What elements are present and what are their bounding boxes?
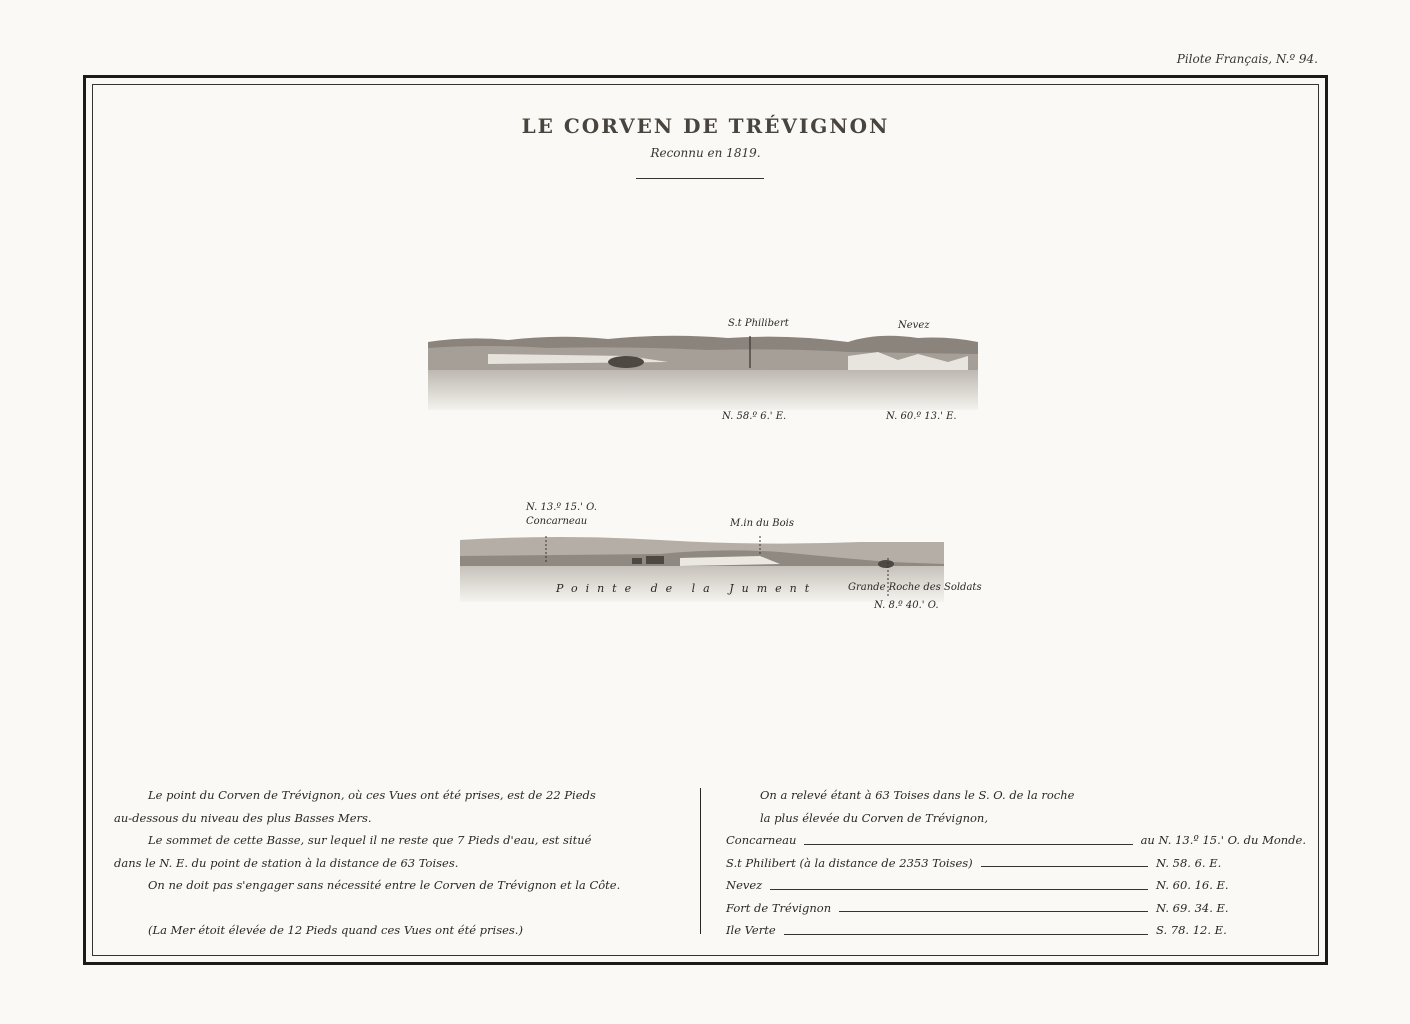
bearing-place: Concarneau [726,833,797,847]
bearing-grande-roche: N. 8.º 40.' O. [874,600,939,611]
label-st-philibert: S.t Philibert [728,318,789,329]
coastal-profile-top-drawing [428,330,978,410]
title-rule [636,178,764,179]
leader-line [981,866,1148,867]
label-pointe-de-la-jument: Pointe de la Jument [556,582,818,595]
bearing-row [726,874,1306,897]
plate-subtitle: Reconnu en 1819. [650,146,761,160]
bearing-concarneau-view: N. 13.º 15.' O. [526,502,597,513]
bearing-nevez: N. 60.º 13.' E. [886,411,957,422]
bearing-row [726,919,1306,942]
bearing-row [726,852,1306,875]
bearing-place: Nevez [726,878,763,892]
bearing-place: S.t Philibert (à la distance de 2353 Toises) [726,855,973,870]
label-grande-roche-des-soldats: Grande Roche des Soldats [848,582,982,593]
note-line: On ne doit pas s'engager sans nécessité entre le Corven de Trévignon et la Côte. [148,878,621,892]
label-nevez: Nevez [898,320,930,331]
note-line: Le point du Corven de Trévignon, où ces Vues ont été prises, est de 22 Pieds [148,788,596,802]
plate-title: LE CORVEN DE TRÉVIGNON [521,114,890,138]
column-divider [700,788,701,934]
coastal-view-top [428,318,978,422]
bearing-st-philibert: N. 58.º 6.' E. [722,411,787,422]
notes-right [726,784,1306,942]
label-concarneau: Concarneau [526,516,588,527]
bearing-row [726,829,1306,852]
leader-line [770,889,1148,890]
note-line: au-dessous du niveau des plus Basses Mers. [114,810,372,825]
bearing-value: N. 69. 34. E. [1156,900,1229,915]
bearing-value: S. 78. 12. E. [1156,923,1227,937]
intro-line: On a relevé étant à 63 Toises dans le S. O. de la roche [760,788,1075,802]
bearing-place: Ile Verte [726,923,776,937]
notes-left [114,784,684,942]
leader-line [804,844,1132,845]
bearing-value: au N. 13.º 15.' O. du Monde. [1140,833,1306,847]
note-line-blank [114,897,684,920]
bearing-value: N. 58. 6. E. [1156,855,1222,870]
bearing-place: Fort de Trévignon [726,900,832,915]
intro-line: la plus élevée du Corven de Trévignon, [760,810,988,825]
coastal-view-bottom [460,502,982,611]
label-moulin-du-bois: M.in du Bois [730,518,794,529]
note-line: Le sommet de cette Basse, sur lequel il ne reste que 7 Pieds d'eau, est situé [148,833,592,847]
leader-line [839,911,1148,912]
bearing-value: N. 60. 16. E. [1156,878,1229,892]
leader-line [784,934,1148,935]
note-line: (La Mer étoit élevée de 12 Pieds quand ces Vues ont été prises.) [148,923,523,937]
plate-border [83,75,1328,965]
plate-number: Pilote Français, N.º 94. [1176,52,1318,66]
bearing-row [726,897,1306,920]
note-line: dans le N. E. du point de station à la distance de 63 Toises. [114,855,459,870]
